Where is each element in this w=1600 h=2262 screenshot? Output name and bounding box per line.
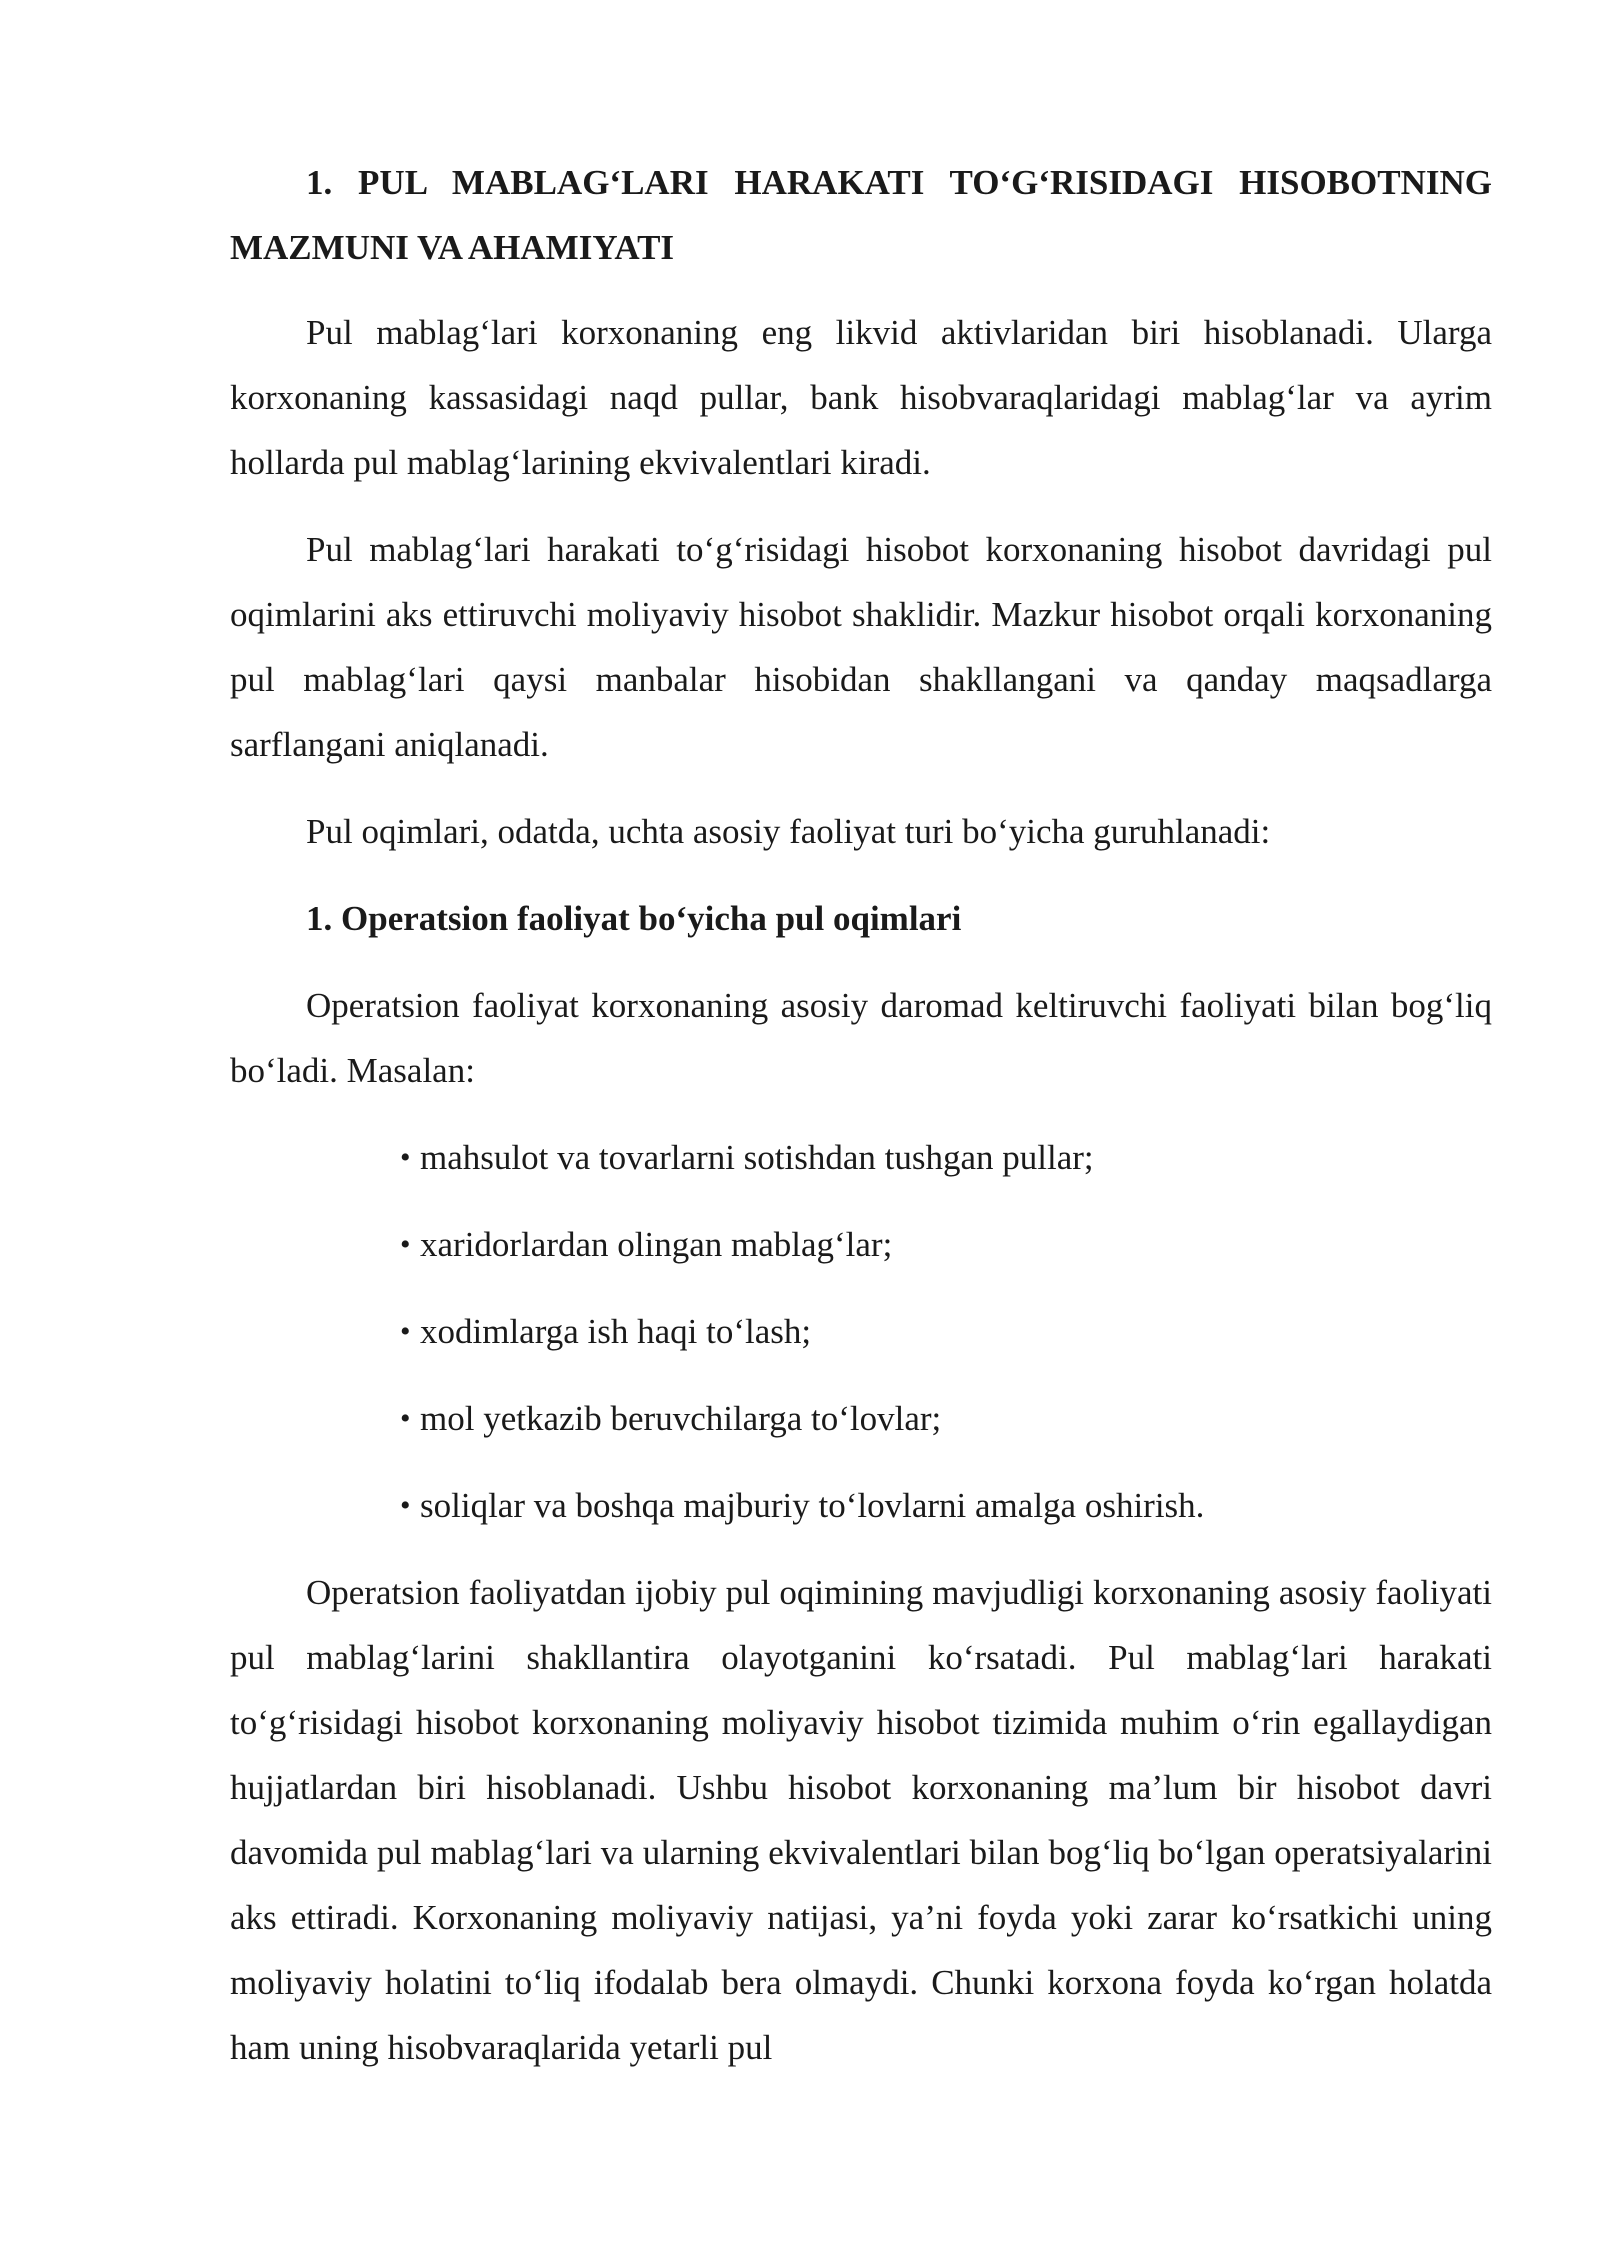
- document-page: [230, 150, 1492, 2102]
- section-heading: 1. PUL MABLAG‘LARI HARAKATI TO‘G‘RISIDAGI HISOBOTNING MAZMUNI VA AHAMIYATI: [230, 163, 1492, 267]
- list-item: [400, 1299, 1492, 1364]
- list-item: [400, 1212, 1492, 1277]
- list-item-text: mol yetkazib beruvchilarga to‘lovlar;: [420, 1399, 942, 1438]
- bullet-icon: •: [400, 1228, 411, 1261]
- paragraph-closing: Operatsion faoliyatdan ijobiy pul oqimining mavjudligi korxonaning asosiy faoliyati pul mablag‘larini shakllantira olayotganini ko‘rsatadi. Pul mablag‘lari harakati to‘g‘risidagi hisobot korxonaning moliyaviy hisobot tizimida muhim o‘rin egallaydigan hujjatlardan biri hisoblanadi. Ushbu hisobot korxonaning ma’lum bir hisobot davri davomida pul mablag‘lari va ularning ekvivalentlari bilan bog‘liq bo‘lgan operatsiyalarini aks ettiradi. Korxonaning moliyaviy natijasi, ya’ni foyda yoki zarar ko‘rsatkichi uning moliyaviy holatini to‘liq ifodalab bera olmaydi. Chunki korxona foyda ko‘rgan holatda ham uning hisobvaraqlarida yetarli pul: [230, 1573, 1492, 2067]
- list-item: [400, 1386, 1492, 1451]
- paragraph-intro-2: Pul mablag‘lari harakati to‘g‘risidagi hisobot korxonaning hisobot davridagi pul oqimlarini aks ettiruvchi moliyaviy hisobot shaklidir. Mazkur hisobot orqali korxonaning pul mablag‘lari qaysi manbalar hisobidan shakllangani va qanday maqsadlarga sarflangani aniqlanadi.: [230, 530, 1492, 764]
- paragraph-intro-3: Pul oqimlari, odatda, uchta asosiy faoliyat turi bo‘yicha guruhlanadi:: [306, 812, 1271, 851]
- list-item: [400, 1473, 1492, 1538]
- bullet-icon: •: [400, 1489, 411, 1522]
- list-item-text: soliqlar va boshqa majburiy to‘lovlarni amalga oshirish.: [420, 1486, 1205, 1525]
- list-item-text: xaridorlardan olingan mablag‘lar;: [420, 1225, 893, 1264]
- list-item-text: mahsulot va tovarlarni sotishdan tushgan pullar;: [420, 1138, 1094, 1177]
- paragraph-intro-1: Pul mablag‘lari korxonaning eng likvid aktivlaridan biri hisoblanadi. Ularga korxonaning kassasidagi naqd pullar, bank hisobvaraqlaridagi mablag‘lar va ayrim hollarda pul mablag‘larining ekvivalentlari kiradi.: [230, 313, 1492, 482]
- subsection-heading: 1. Operatsion faoliyat bo‘yicha pul oqimlari: [306, 899, 962, 938]
- bullet-list: [230, 1125, 1492, 1538]
- list-item: [400, 1125, 1492, 1190]
- paragraph-operating-intro: Operatsion faoliyat korxonaning asosiy daromad keltiruvchi faoliyati bilan bog‘liq bo‘ladi. Masalan:: [230, 986, 1492, 1090]
- bullet-icon: •: [400, 1402, 411, 1435]
- list-item-text: xodimlarga ish haqi to‘lash;: [420, 1312, 812, 1351]
- bullet-icon: •: [400, 1315, 411, 1348]
- bullet-icon: •: [400, 1141, 411, 1174]
